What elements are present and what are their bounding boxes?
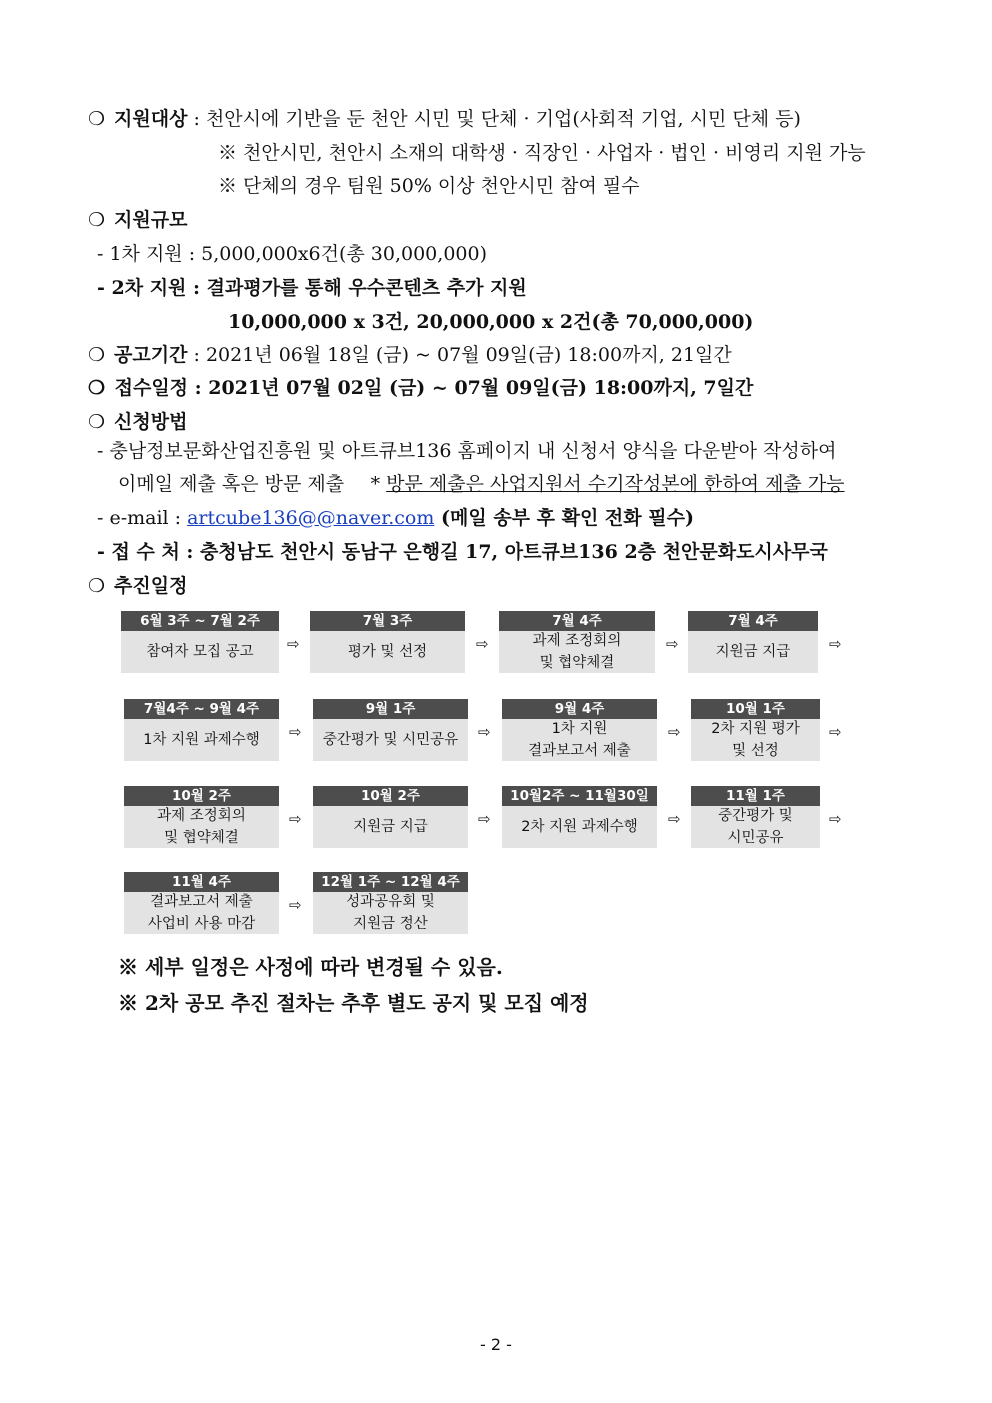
schedule-step <box>688 611 818 673</box>
schedule-note-1: ※ 세부 일정은 사정에 따라 변경될 수 있음. <box>118 955 503 979</box>
step-text-2: 시민공유 <box>727 830 784 846</box>
step-body <box>499 631 655 673</box>
circle-bullet-icon: ❍ <box>88 209 106 231</box>
schedule-step <box>124 872 279 934</box>
email-link[interactable]: artcube136@@naver.com <box>187 507 435 529</box>
method-label: 신청방법 <box>114 411 188 433</box>
step-body <box>313 892 468 934</box>
target-line <box>88 106 801 132</box>
email-prefix: - e-mail : <box>97 507 188 529</box>
schedule-line <box>88 573 187 599</box>
page-number: - 2 - <box>480 1335 512 1354</box>
target-note-1: ※ 천안시민, 천안시 소재의 대학생 · 직장인 · 사업자 · 법인 · 비영리 지원 가능 <box>218 142 866 164</box>
step-text-2: 및 협약체결 <box>164 830 239 846</box>
step-text-2: 결과보고서 제출 <box>528 743 631 759</box>
method-line-2 <box>118 471 845 497</box>
arrow-right-icon: ⇨ <box>289 896 302 914</box>
receipt-text: : 2021년 07월 02일 (금) ~ 07월 09일(금) 18:00까지, 7일간 <box>188 377 754 399</box>
schedule-step <box>310 611 465 673</box>
circle-bullet-icon: ❍ <box>88 344 106 366</box>
scale-first: - 1차 지원 : 5,000,000x6건(총 30,000,000) <box>97 243 487 265</box>
office-line: - 접 수 처 : 충청남도 천안시 동남구 은행길 17, 아트큐브136 2층 천안문화도시사무국 <box>97 541 828 563</box>
step-body <box>313 719 468 761</box>
step-text: 1차 지원 <box>551 721 608 737</box>
target-label: 지원대상 <box>114 108 188 130</box>
step-text: 2차 지원 과제수행 <box>521 819 638 835</box>
step-text: 결과보고서 제출 <box>150 894 253 910</box>
schedule-step <box>121 611 279 673</box>
arrow-right-icon: ⇨ <box>668 810 681 828</box>
arrow-right-icon: ⇨ <box>829 723 842 741</box>
step-period: 10월 1주 <box>691 699 820 719</box>
step-text-2: 및 선정 <box>732 743 779 759</box>
schedule-step <box>691 699 820 761</box>
schedule-label: 추진일정 <box>114 575 188 597</box>
step-body <box>124 719 279 761</box>
receipt-label: 접수일정 <box>114 377 189 399</box>
step-body <box>502 719 657 761</box>
arrow-right-icon: ⇨ <box>829 635 842 653</box>
step-period: 11월 1주 <box>691 786 820 806</box>
star-mark: * <box>370 473 381 495</box>
step-period: 9월 4주 <box>502 699 657 719</box>
step-period: 11월 4주 <box>124 872 279 892</box>
step-period: 10월2주 ~ 11월30일 <box>502 786 657 806</box>
method-line-1: - 충남정보문화산업진흥원 및 아트큐브136 홈페이지 내 신청서 양식을 다운받아 작성하여 <box>97 440 837 462</box>
step-body <box>313 806 468 848</box>
step-body <box>121 631 279 673</box>
step-body <box>124 892 279 934</box>
step-period: 7월 4주 <box>499 611 655 631</box>
schedule-step <box>499 611 655 673</box>
scale-second: - 2차 지원 : 결과평가를 통해 우수콘텐츠 추가 지원 <box>97 277 527 299</box>
step-text-2: 사업비 사용 마감 <box>147 916 256 932</box>
scale-second-detail: 10,000,000 x 3건, 20,000,000 x 2건(총 70,000,000) <box>228 311 754 333</box>
arrow-right-icon: ⇨ <box>287 635 300 653</box>
step-period: 10월 2주 <box>124 786 279 806</box>
schedule-step <box>502 786 657 848</box>
step-period: 7월 3주 <box>310 611 465 631</box>
circle-bullet-icon: ❍ <box>88 575 106 597</box>
email-line <box>97 505 694 531</box>
announce-line <box>88 342 732 368</box>
step-text: 중간평가 및 시민공유 <box>322 732 459 748</box>
schedule-step <box>313 872 468 934</box>
scale-label: 지원규모 <box>114 209 188 231</box>
arrow-right-icon: ⇨ <box>476 635 489 653</box>
step-period: 9월 1주 <box>313 699 468 719</box>
target-text: : 천안시에 기반을 둔 천안 시민 및 단체 · 기업(사회적 기업, 시민 단체 등) <box>187 108 801 130</box>
step-text: 중간평가 및 <box>718 808 793 824</box>
step-period: 10월 2주 <box>313 786 468 806</box>
receipt-line <box>88 375 753 401</box>
arrow-right-icon: ⇨ <box>289 723 302 741</box>
schedule-step <box>691 786 820 848</box>
method-line-2-text: 이메일 제출 혹은 방문 제출 <box>118 473 345 495</box>
visit-note: 방문 제출은 사업지원서 수기작성본에 한하여 제출 가능 <box>386 473 845 495</box>
target-note-2: ※ 단체의 경우 팀원 50% 이상 천안시민 참여 필수 <box>218 175 640 197</box>
step-period: 7월4주 ~ 9월 4주 <box>124 699 279 719</box>
step-body <box>502 806 657 848</box>
step-body <box>691 806 820 848</box>
step-body <box>691 719 820 761</box>
schedule-step <box>313 786 468 848</box>
step-text: 1차 지원 과제수행 <box>143 732 260 748</box>
step-body <box>688 631 818 673</box>
step-text: 참여자 모집 공고 <box>146 644 254 660</box>
announce-label: 공고기간 <box>114 344 188 366</box>
arrow-right-icon: ⇨ <box>668 723 681 741</box>
step-text: 과제 조정회의 <box>157 808 246 824</box>
step-body <box>310 631 465 673</box>
schedule-note-2: ※ 2차 공모 추진 절차는 추후 별도 공지 및 모집 예정 <box>118 991 589 1015</box>
arrow-right-icon: ⇨ <box>478 723 491 741</box>
arrow-right-icon: ⇨ <box>289 810 302 828</box>
arrow-right-icon: ⇨ <box>829 810 842 828</box>
step-text: 과제 조정회의 <box>532 633 622 649</box>
announce-text: : 2021년 06월 18일 (금) ~ 07월 09일(금) 18:00까지, 21일간 <box>187 344 732 366</box>
step-period: 12월 1주 ~ 12월 4주 <box>313 872 468 892</box>
arrow-right-icon: ⇨ <box>666 635 679 653</box>
email-suffix: (메일 송부 후 확인 전화 필수) <box>434 507 694 529</box>
scale-line <box>88 207 187 233</box>
schedule-step <box>124 699 279 761</box>
schedule-step <box>124 786 279 848</box>
schedule-step <box>313 699 468 761</box>
step-body <box>124 806 279 848</box>
circle-bullet-icon: ❍ <box>88 411 106 433</box>
step-period: 6월 3주 ~ 7월 2주 <box>121 611 279 631</box>
step-text: 평가 및 선정 <box>347 644 428 660</box>
circle-bullet-icon: ❍ <box>88 108 106 130</box>
step-text: 2차 지원 평가 <box>711 721 800 737</box>
step-text: 지원금 지급 <box>353 819 428 835</box>
step-text-2: 지원금 정산 <box>353 916 428 932</box>
step-text: 성과공유회 및 <box>346 894 435 910</box>
step-text: 지원금 지급 <box>715 644 791 660</box>
method-line <box>88 409 187 435</box>
step-period: 7월 4주 <box>688 611 818 631</box>
arrow-right-icon: ⇨ <box>478 810 491 828</box>
step-text-2: 및 협약체결 <box>539 655 615 671</box>
schedule-step <box>502 699 657 761</box>
circle-bullet-icon: ❍ <box>88 377 106 399</box>
